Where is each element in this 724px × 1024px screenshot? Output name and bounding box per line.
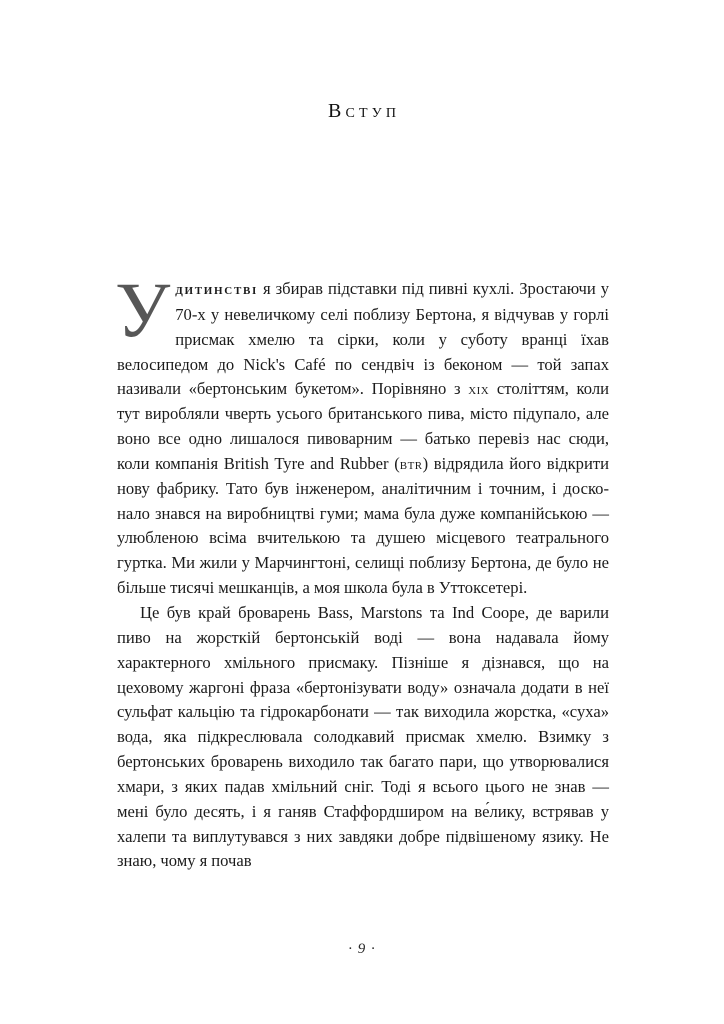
body-text-block bbox=[115, 266, 609, 874]
page-number: · 9 · bbox=[348, 941, 376, 957]
paragraph-first-text-c: ) відрядила його відкрити нову фабрику. Тато був інженером, аналітичним і точним, і досконало знався на виробництві гуми; мама була дуже компанійською — улюбленою всіма вчителькою та душею місцевого театрального гуртка. Ми жили у Марчингтоні, селищі поблизу Бертона, де було не більше тисячі мешканців, а моя школа була в Уттоксетері. bbox=[117, 453, 609, 598]
paragraph-first-text-b: століттям, коли тут виробляли чверть усього британського пива, місто підупало, але воно все одно лишалося пивоварним — батько перевіз нас сюди, коли компанія British Tyre and Rubber ( bbox=[117, 379, 609, 473]
paragraph-first-text-a: я збирав підставки під пивні кухлі. Зростаючи у 70-х у невеличкому селі поблизу Бертона, я відчував у горлі присмак хмелю та сірки, коли у суботу вранці їхав велосипедом до Nick's Café по сендвіч із беконом — той запах називали «бертонським букетом». Порівняно з bbox=[117, 279, 609, 399]
chapter-title: Вступ bbox=[327, 100, 401, 123]
paragraph-first bbox=[115, 266, 609, 601]
smallcaps-century: xix bbox=[468, 380, 490, 399]
paragraph-second: Це був край броварень Bass, Marstons та Ind Coope, де варили пиво на жорсткій бертонській воді — вона надавала йому характерного хмільного присмаку. Пізніше я дізнався, що на цеховому жаргоні фраза «бертонізувати воду» означала додати в неї сульфат кальцію та гідрокарбонати — так виходила жорстка, «суха» вода, яка підкреслювала солодкавий присмак хмелю. Взимку з бертонських броварень виходило так багато пари, що утворювалися хмари, з яких падав хмільний сніг. Тоді я всього цього не знав — мені було десять, і я ганяв Стаффордширом на ве́лику, встрявав у халепи та виплутувався з них завдяки добре підвішеному язику. Не знаю, чому я почав bbox=[117, 602, 609, 871]
drop-cap-letter: У bbox=[115, 266, 171, 353]
opening-words: дитинстві bbox=[175, 281, 259, 298]
smallcaps-company-abbr: btr bbox=[399, 454, 423, 473]
